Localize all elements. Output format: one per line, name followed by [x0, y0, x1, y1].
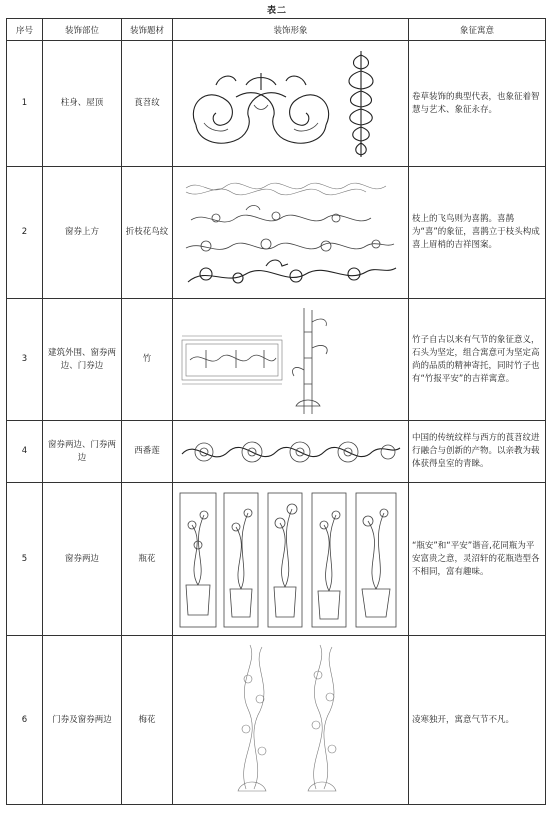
symbolic-meaning: 卷草装饰的典型代表，也象征着智慧与艺术、象征永存。 [409, 41, 546, 167]
decoration-part: 窗券上方 [43, 167, 122, 299]
row-number: 1 [7, 41, 43, 167]
decoration-image-cell [173, 483, 409, 636]
symbolic-meaning: 中国的传统纹样与西方的莨苕纹进行融合与创新的产物。以亲教为载体获得皇室的青睐。 [409, 421, 546, 483]
decoration-part: 门券及窗券两边 [43, 636, 122, 805]
table-caption: 表二 [266, 6, 287, 16]
header-theme: 装饰题材 [122, 19, 173, 41]
row-number: 2 [7, 167, 43, 299]
bird-flower-friezes-drawing [176, 170, 406, 296]
bamboo-carving-drawing [176, 302, 406, 418]
table-row [7, 483, 546, 636]
decoration-theme: 折枝花鸟纹 [122, 167, 173, 299]
decoration-theme: 竹 [122, 299, 173, 421]
row-number: 3 [7, 299, 43, 421]
header-meaning: 象征寓意 [409, 19, 546, 41]
decoration-theme: 西番莲 [122, 421, 173, 483]
row-number: 5 [7, 483, 43, 636]
decoration-part: 柱身、屋顶 [43, 41, 122, 167]
table-header-row [7, 19, 546, 41]
table-row [7, 167, 546, 299]
ornament-table [6, 18, 546, 805]
decoration-image-cell [173, 299, 409, 421]
symbolic-meaning: 凌寒独开，寓意气节不凡。 [409, 636, 546, 805]
table-row [7, 421, 546, 483]
vase-flower-panels-drawing [176, 485, 408, 633]
plum-blossom-panels-drawing [176, 639, 406, 801]
symbolic-meaning: 竹子自古以来有气节的象征意义，石头为坚定，组合寓意可为坚定高尚的品质的精神寄托，同时竹子也有“竹报平安”的吉祥寓意。 [409, 299, 546, 421]
decoration-part: 建筑外围、窗券两边、门券边 [43, 299, 122, 421]
decoration-image-cell [173, 41, 409, 167]
decoration-image-cell [173, 167, 409, 299]
row-number: 4 [7, 421, 43, 483]
acanthus-ornament-drawing [176, 45, 406, 163]
table-row [7, 41, 546, 167]
decoration-image-cell [173, 421, 409, 483]
header-part: 装饰部位 [43, 19, 122, 41]
passionflower-frieze-drawing [176, 424, 406, 480]
decoration-part: 窗券两边 [43, 483, 122, 636]
decoration-theme: 梅花 [122, 636, 173, 805]
decoration-part: 窗券两边、门券两边 [43, 421, 122, 483]
symbolic-meaning: 枝上的飞鸟则为喜鹊。喜鹊为“喜”的象征，喜鹊立于枝头构成喜上眉梢的吉祥图案。 [409, 167, 546, 299]
header-image: 装饰形象 [173, 19, 409, 41]
decoration-theme: 瓶花 [122, 483, 173, 636]
symbolic-meaning: “瓶安”和“平安”谐音,花同瓶为平安富贵之意，灵沼轩的花瓶造型各不相同，富有趣味。 [409, 483, 546, 636]
row-number: 6 [7, 636, 43, 805]
table-row [7, 299, 546, 421]
table-row [7, 636, 546, 805]
decoration-theme: 莨苕纹 [122, 41, 173, 167]
decoration-image-cell [173, 636, 409, 805]
header-no: 序号 [7, 19, 43, 41]
